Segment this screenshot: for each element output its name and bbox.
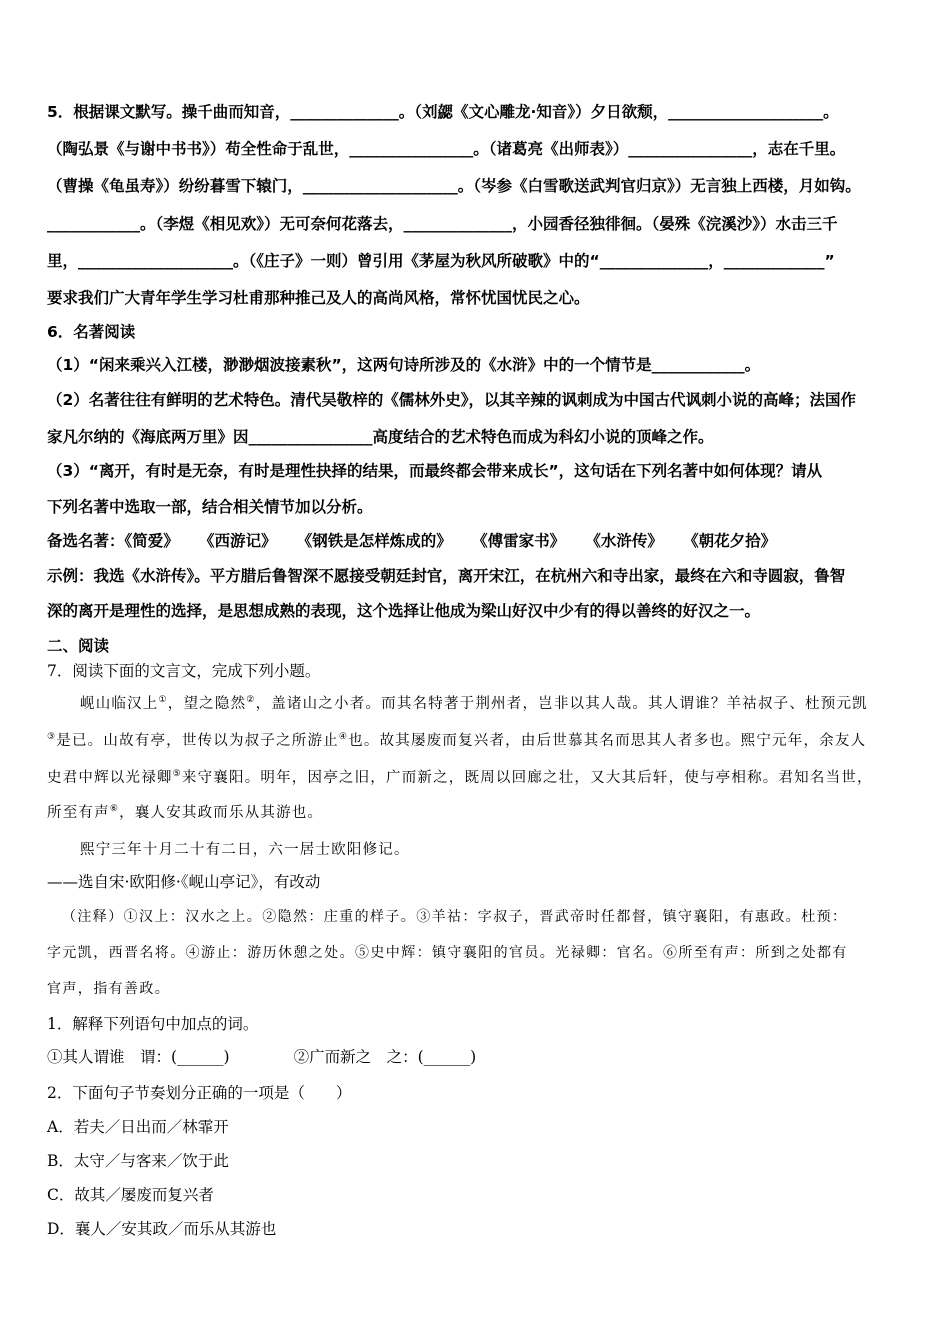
q6-part-2-line-1: （2）名著往往有鲜明的艺术特色。清代吴敬梓的《儒林外史》，以其辛辣的讽刺成为中国古代讽刺小说的高峰；法国作 [47,391,857,409]
q6-example-line-2: 深的离开是理性的选择，是思想成熟的表现，这个选择让他成为梁山好汉中少有的得以善终的好汉之一。 [47,602,761,620]
books-label: 备选名著： [47,532,125,550]
q5-line-5: 里，____________________。（《庄子》一则）曾引用《茅屋为秋风所破歌》中的“______________，_____________” [47,252,835,270]
option-b: B．太守／与客来／饮于此 [47,1152,229,1170]
passage-line-4: 所至有声⑥，襄人安其政而乐从其游也。 [47,804,324,821]
option-d: D．襄人／安其政／而乐从其游也 [47,1220,277,1238]
section-2-title: 二、阅读 [47,637,110,655]
q7-intro: 7．阅读下面的文言文，完成下列小题。 [47,662,321,680]
word-item-1: ①其人谓谁 谓：(______) [47,1048,230,1066]
q5-line-6: 要求我们广大青年学生学习杜甫那种推己及人的高尚风格，常怀忧国忧民之心。 [47,289,590,307]
q5-line-2: （陶弘景《与谢中书书》）苟全性命于乱世，________________。（诸葛亮《出师表》）________________，志在千里。 [47,140,846,158]
option-a: A．若夫／日出而／林霏开 [47,1118,229,1136]
book-item: 《傅雷家书》 [479,532,566,550]
notes-line-1: （注释）①汉上：汉水之上。②隐然：庄重的样子。③羊祜：字叔子，晋武帝时任都督，镇守襄阳，有惠政。杜预： [62,909,848,925]
book-item: 《简爱》 [124,532,179,550]
q6-part-3-line-1: （3）“离开，有时是无奈，有时是理性抉择的结果，而最终都会带来成长”，这句话在下列名著中如何体现？请从 [47,462,823,480]
subquestion-2: 2．下面句子节奏划分正确的一项是（ ） [47,1084,352,1102]
book-item: 《西游记》 [206,532,277,550]
q6-part-3-line-2: 下列名著中选取一部，结合相关情节加以分析。 [47,498,373,516]
passage-date: 熙宁三年十月二十有二日，六一居士欧阳修记。 [80,842,410,858]
passage-line-2: ③是已。山故有亭，世传以为叔子之所游止④也。故其屡废而复兴者，由后世慕其名而思其人者多也。熙宁元年，余友人 [47,732,867,749]
q5-line-4: ____________。（李煜《相见欢》）无可奈何花落去，______________，小园香径独徘徊。（晏殊《浣溪沙》）水击三千 [47,215,838,233]
passage-source: ——选自宋·欧阳修·《岘山亭记》，有改动 [47,873,321,891]
q6-example-line-1: 示例：我选《水浒传》。平方腊后鲁智深不愿接受朝廷封官，离开宋江，在杭州六和寺出家，最终在六和寺圆寂，鲁智 [47,567,846,585]
q5-line-1: 5．根据课文默写。操千曲而知音，______________。（刘勰《文心雕龙·知音》）夕日欲颓，____________________。 [47,103,839,121]
q6-title: 6．名著阅读 [47,323,136,341]
subquestion-1: 1．解释下列语句中加点的词。 [47,1015,259,1033]
book-item: 《钢铁是怎样炼成的》 [304,532,452,550]
option-c: C．故其／屡废而复兴者 [47,1186,214,1204]
notes-line-3: 官声，指有善政。 [47,981,171,997]
q6-part-1: （1）“闲来乘兴入江楼，渺渺烟波接素秋”，这两句诗所涉及的《水浒》中的一个情节是____________。 [47,356,761,374]
book-item: 《朝花夕拾》 [690,532,777,550]
word-item-2: ②广而新之 之：(______) [293,1048,477,1066]
q6-part-2-line-2: 家凡尔纳的《海底两万里》因________________高度结合的艺术特色而成为科幻小说的顶峰之作。 [47,428,714,446]
q5-line-3: （曹操《龟虽寿》）纷纷暮雪下辕门，____________________。（岑参《白雪歌送武判官归京》）无言独上西楼，月如钩。 [47,177,861,195]
passage-line-3: 史君中辉以光禄卿⑤来守襄阳。明年，因亭之旧，广而新之，既周以回廊之壮，又大其后轩，使与亭相称。君知名当世， [47,769,873,786]
notes-line-2: 字元凯，西晋名将。④游止：游历休憩之处。⑤史中辉：镇守襄阳的官员。光禄卿：官名。⑥所至有声：所到之处都有 [47,945,848,961]
book-item: 《水浒传》 [593,532,663,550]
subquestion-1-items [47,1047,476,1067]
q6-book-list [47,531,804,551]
passage-line-1: 岘山临汉上①，望之隐然②，盖诸山之小者。而其名特著于荆州者，岂非以其人哉。其人谓谁？羊祜叔子、杜预元凯 [80,695,868,712]
